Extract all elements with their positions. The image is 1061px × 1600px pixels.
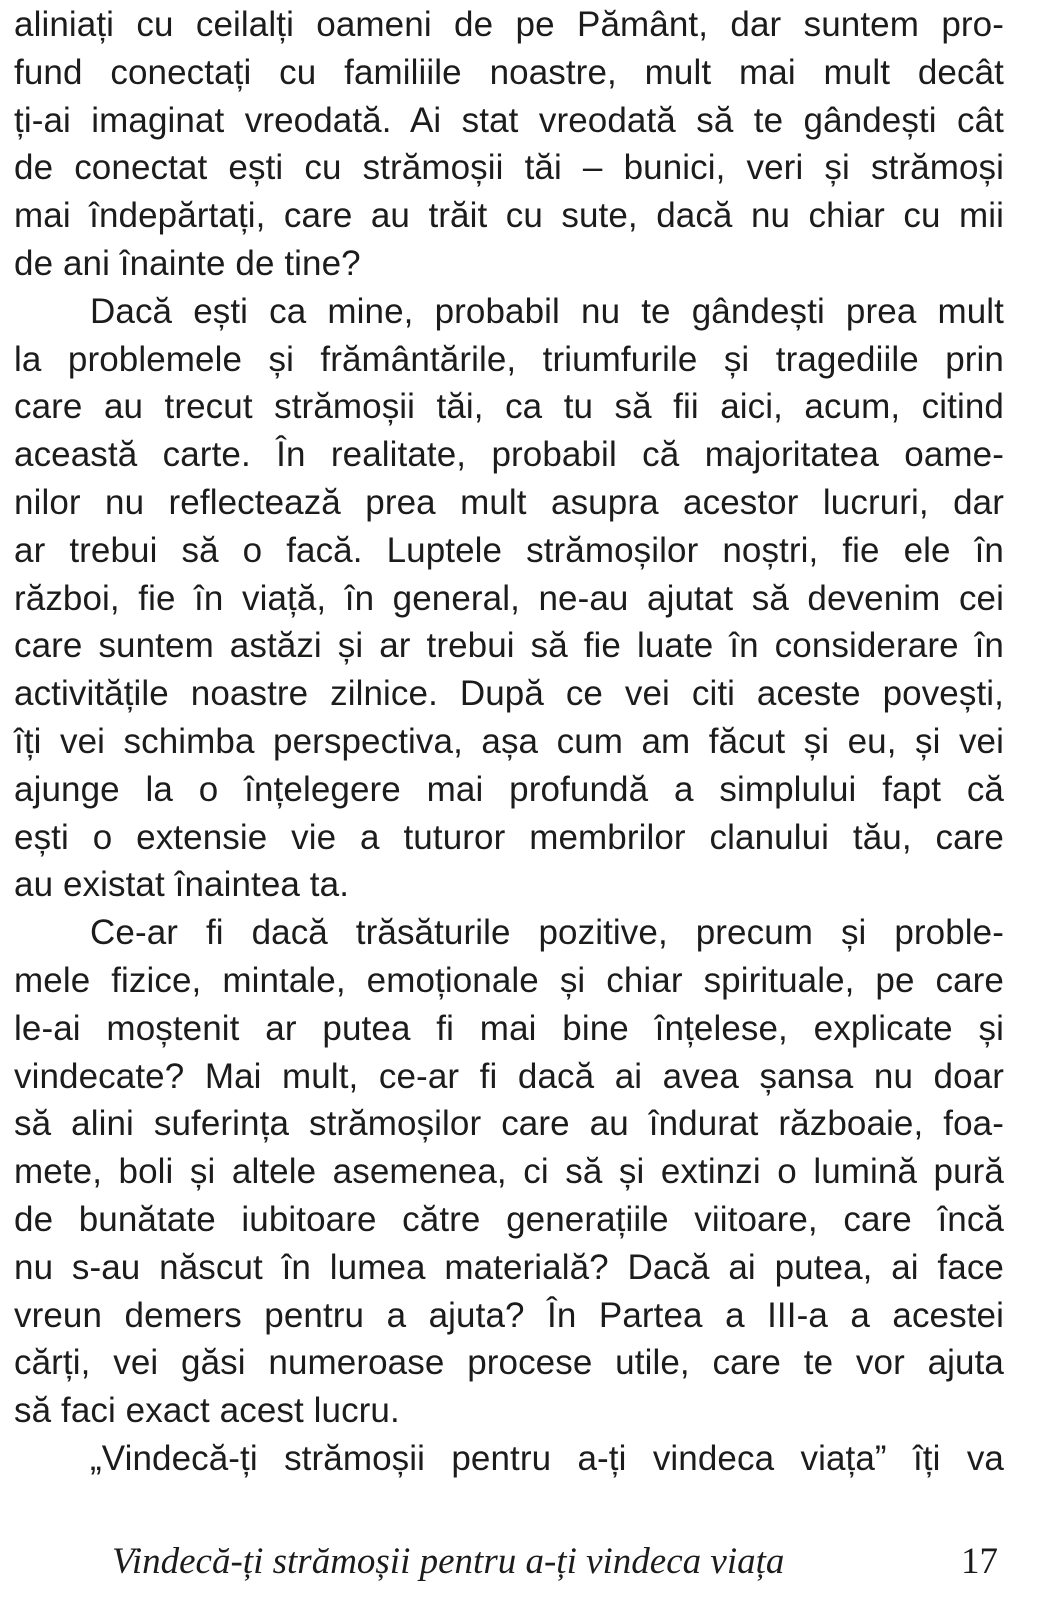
text-line: mete, boli și altele asemenea, ci să și extinzi o lumină pură bbox=[14, 1152, 1004, 1192]
text-line: „Vindecă-ți strămoșii pentru a-ți vindeca viața” îți va bbox=[90, 1438, 1004, 1478]
text-line: război, fie în viață, în general, ne-au ajutat să devenim cei bbox=[14, 578, 1004, 618]
text-line: să faci exact acest lucru. bbox=[14, 1391, 400, 1431]
text-line: care suntem astăzi și ar trebui să fie luate în considerare în bbox=[14, 626, 1004, 666]
text-line: ești o extensie vie a tuturor membrilor clanului tău, care bbox=[14, 817, 1004, 857]
paragraph bbox=[14, 1435, 1004, 1483]
paragraph bbox=[14, 288, 1004, 909]
text-line: nu s-au născut în lumea materială? Dacă ai putea, ai face bbox=[14, 1247, 1004, 1287]
text-line: ți-ai imaginat vreodată. Ai stat vreodată să te gândești cât bbox=[14, 100, 1004, 140]
text-line: la problemele și frământările, triumfurile și tragediile prin bbox=[14, 339, 1004, 379]
text-line: Dacă ești ca mine, probabil nu te gândești prea mult bbox=[90, 291, 1004, 331]
page-footer bbox=[14, 1537, 1004, 1587]
paragraph bbox=[14, 1, 1004, 288]
page-number: 17 bbox=[961, 1541, 998, 1582]
text-line: nilor nu reflectează prea mult asupra acestor lucruri, dar bbox=[14, 482, 1004, 522]
text-line: de ani înainte de tine? bbox=[14, 243, 361, 283]
text-line: ajunge la o înțelegere mai profundă a simplului fapt că bbox=[14, 769, 1004, 809]
text-line: vindecate? Mai mult, ce-ar fi dacă ai avea șansa nu doar bbox=[14, 1056, 1004, 1096]
text-line: de conectat ești cu strămoșii tăi – bunici, veri și strămoși bbox=[14, 148, 1004, 188]
text-line: mai îndepărtați, care au trăit cu sute, dacă nu chiar cu mii bbox=[14, 196, 1004, 236]
text-line: mele fizice, mintale, emoționale și chiar spirituale, pe care bbox=[14, 960, 1004, 1000]
text-line: această carte. În realitate, probabil că majoritatea oame- bbox=[14, 435, 1004, 475]
text-line: activitățile noastre zilnice. După ce vei citi aceste povești, bbox=[14, 674, 1004, 714]
footer-book-title: Vindecă-ți strămoșii pentru a-ți vindeca viața bbox=[112, 1541, 785, 1582]
text-line: le-ai moștenit ar putea fi mai bine înțelese, explicate și bbox=[14, 1008, 1004, 1048]
text-line: Ce-ar fi dacă trăsăturile pozitive, precum și proble- bbox=[90, 913, 1004, 953]
text-line: fund conectați cu familiile noastre, mult mai mult decât bbox=[14, 52, 1004, 92]
text-column bbox=[14, 1, 1004, 1483]
text-line: care au trecut strămoșii tăi, ca tu să fii aici, acum, citind bbox=[14, 387, 1004, 427]
text-line: ar trebui să o facă. Luptele strămoșilor noștri, fie ele în bbox=[14, 530, 1004, 570]
text-line: aliniați cu ceilalți oameni de pe Pământ, dar suntem pro- bbox=[14, 5, 1004, 44]
text-line: să alini suferința strămoșilor care au îndurat războaie, foa- bbox=[14, 1104, 1004, 1144]
text-line: au existat înaintea ta. bbox=[14, 865, 350, 905]
paragraph bbox=[14, 909, 1004, 1435]
text-line: vreun demers pentru a ajuta? În Partea a III-a a acestei bbox=[14, 1295, 1004, 1335]
text-line: îți vei schimba perspectiva, așa cum am făcut și eu, și vei bbox=[14, 721, 1004, 761]
text-line: de bunătate iubitoare către generațiile viitoare, care încă bbox=[14, 1199, 1004, 1239]
text-line: cărți, vei găsi numeroase procese utile, care te vor ajuta bbox=[14, 1343, 1004, 1383]
